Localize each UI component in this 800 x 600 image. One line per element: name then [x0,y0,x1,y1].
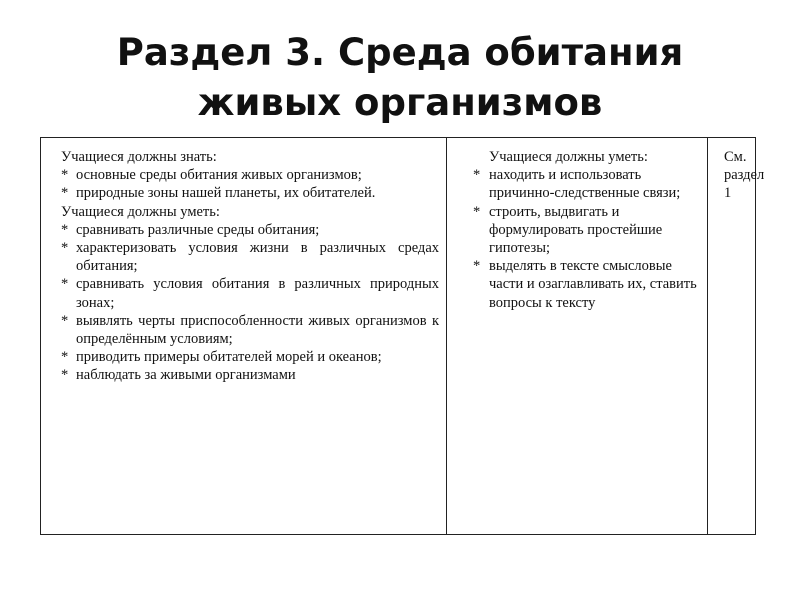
slide-title [0,28,800,128]
list-item: * приводить примеры обитателей морей и океанов; [61,349,382,366]
bullet-marker: * [473,167,481,184]
list-item: * выявлять черты приспособленности живых организмов к определённым условиям; [61,312,439,348]
can-heading: Учащиеся должны уметь: [61,203,220,220]
bullet-marker: * [61,349,69,366]
bullet-marker: * [473,203,481,220]
list-item: * находить и использовать причинно-следственные связи; [473,167,681,202]
bullet-marker: * [61,276,69,293]
bullet-marker: * [473,258,481,275]
slide-title-line-1: Раздел 3. Среда обитания [116,31,684,74]
bullet-marker: * [61,167,69,184]
meta-skills-list [473,166,697,312]
reference-cell [708,138,765,535]
section-reference: См. раздел 1 [724,149,765,202]
bullet-marker: * [61,221,69,238]
bullet-marker: * [61,312,69,329]
list-item: * выделять в тексте смысловые части и озаглавливать их, ставить вопросы к тексту [473,258,697,311]
bullet-marker: * [61,185,69,202]
bullet-marker: * [61,367,69,384]
slide-title-line-2: живых организмов [197,81,603,124]
subject-results-cell [41,138,447,535]
list-item: * строить, выдвигать и формулировать простейшие гипотезы; [473,203,663,257]
list-item: * наблюдать за живыми организмами [61,367,296,384]
table-row [41,138,756,535]
list-item: * основные среды обитания живых организмов; [61,167,362,184]
meta-skills-heading: Учащиеся должны уметь: [489,149,648,165]
can-list [61,221,439,385]
meta-skills-cell [447,138,708,535]
bullet-marker: * [61,240,69,257]
list-item: * природные зоны нашей планеты, их обитателей. [61,185,376,202]
list-item: * сравнивать различные среды обитания; [61,221,320,238]
know-heading: Учащиеся должны знать: [61,149,217,165]
requirements-table [40,137,765,535]
list-item: * сравнивать условия обитания в различных природных зонах; [61,276,439,311]
know-list [61,166,439,202]
list-item: * характеризовать условия жизни в различных средах обитания; [61,240,439,275]
